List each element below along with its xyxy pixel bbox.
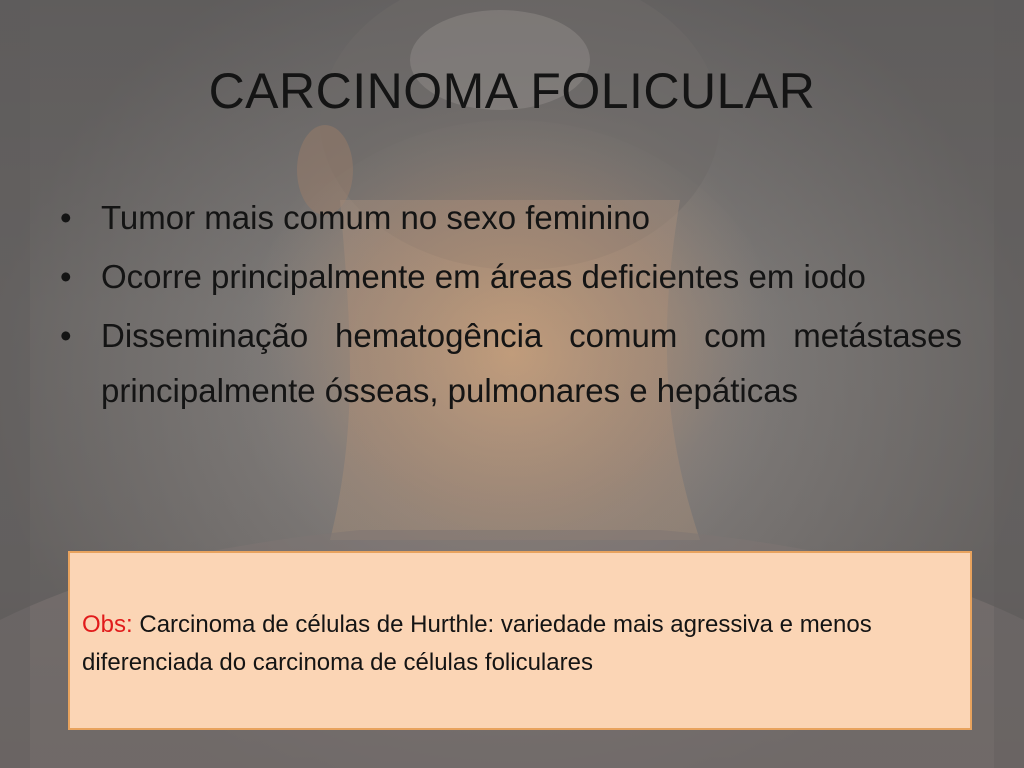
- bullet-dot-icon: •: [60, 199, 72, 236]
- bullet-text: Ocorre principalmente em áreas deficientes em iodo: [101, 258, 866, 295]
- bullet-text: Disseminação hematogência comum com metástases principalmente ósseas, pulmonares e hepáticas: [101, 317, 962, 409]
- note-label: Obs:: [82, 611, 133, 638]
- bullet-item: [60, 249, 962, 304]
- bullet-dot-icon: •: [60, 317, 72, 354]
- slide-title: CARCINOMA FOLICULAR: [208, 63, 816, 119]
- bullet-dot-icon: •: [60, 258, 72, 295]
- bullet-text: Tumor mais comum no sexo feminino: [101, 199, 650, 236]
- bullet-list: [60, 190, 962, 422]
- bullet-item: [60, 190, 962, 245]
- bullet-item: [60, 308, 962, 418]
- note-box: [68, 551, 972, 730]
- note-text: Carcinoma de células de Hurthle: variedade mais agressiva e menos diferenciada do carcinoma de células foliculares: [82, 611, 872, 676]
